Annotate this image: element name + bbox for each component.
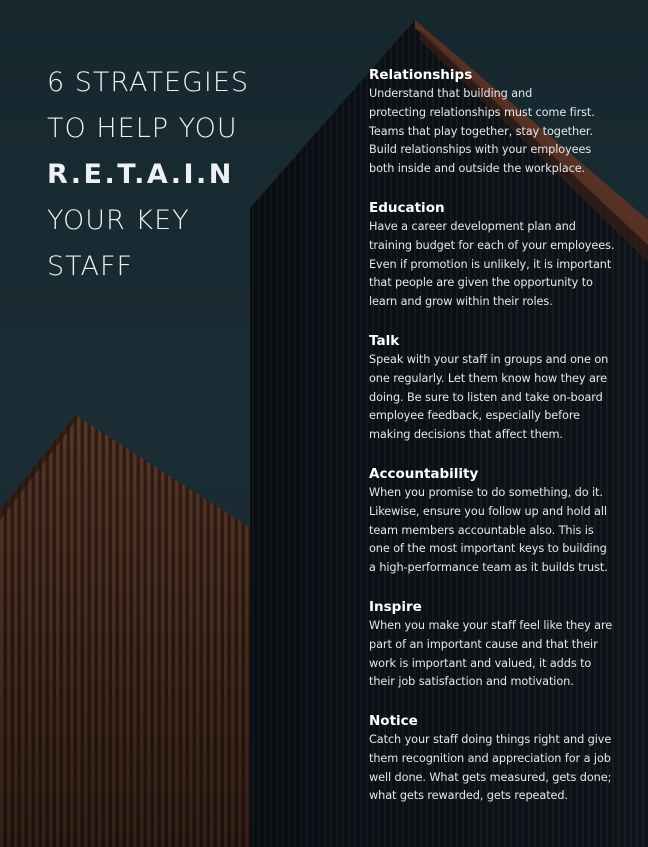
strategy-line: team members accountable also. This is bbox=[369, 523, 594, 537]
strategy-body bbox=[369, 484, 631, 578]
strategy-line: Understand that building and bbox=[369, 87, 533, 100]
strategy-inspire bbox=[369, 598, 631, 712]
strategy-body bbox=[369, 617, 631, 692]
strategy-line: When you make your staff feel like they are bbox=[369, 619, 613, 632]
strategy-line: part of an important cause and that their bbox=[369, 637, 598, 651]
strategy-line: a high-performance team as it builds trust. bbox=[369, 561, 608, 575]
strategy-heading: Accountability bbox=[369, 466, 479, 482]
strategy-line: doing. Be sure to listen and take on-board bbox=[369, 390, 603, 404]
strategy-talk bbox=[369, 332, 631, 465]
strategy-line: employee feedback, especially before bbox=[369, 409, 580, 423]
strategy-line: that people are given the opportunity to bbox=[369, 276, 593, 290]
title-line-2: TO HELP YOU bbox=[47, 113, 238, 144]
strategy-relationships bbox=[369, 66, 631, 199]
strategy-heading: Talk bbox=[369, 333, 400, 349]
title-line-1: 6 STRATEGIES bbox=[47, 67, 250, 98]
strategy-heading: Relationships bbox=[369, 67, 473, 83]
strategy-line: one of the most important keys to building bbox=[369, 542, 607, 556]
strategy-body bbox=[369, 731, 631, 806]
strategy-education bbox=[369, 199, 631, 332]
strategy-heading: Education bbox=[369, 200, 445, 216]
strategy-line: making decisions that affect them. bbox=[369, 428, 563, 442]
strategy-line: their job satisfaction and motivation. bbox=[369, 675, 574, 689]
title-line-retain: R.E.T.A.I.N bbox=[47, 159, 234, 190]
strategy-body bbox=[369, 218, 631, 312]
strategy-line: Speak with your staff in groups and one on bbox=[369, 353, 609, 366]
strategy-line: Even if promotion is unlikely, it is important bbox=[369, 257, 612, 271]
page-title bbox=[47, 60, 347, 290]
strategies-list bbox=[369, 66, 631, 845]
strategy-notice bbox=[369, 712, 631, 845]
strategy-line: learn and grow within their roles. bbox=[369, 295, 553, 309]
strategy-line: Likewise, ensure you follow up and hold all bbox=[369, 504, 607, 518]
strategy-line: both inside and outside the workplace. bbox=[369, 162, 586, 176]
strategy-line: When you promise to do something, do it. bbox=[369, 486, 603, 499]
strategy-line: work is important and valued, it adds to bbox=[369, 656, 592, 670]
title-line-5: STAFF bbox=[47, 251, 134, 282]
strategy-line: well done. What gets measured, gets done; bbox=[369, 770, 612, 784]
strategy-line: Build relationships with your employees bbox=[369, 143, 592, 157]
strategy-line: protecting relationships must come first. bbox=[369, 105, 595, 119]
title-line-4: YOUR KEY bbox=[47, 205, 190, 236]
strategy-heading: Notice bbox=[369, 713, 418, 729]
strategy-line: Teams that play together, stay together. bbox=[369, 124, 593, 138]
strategy-body bbox=[369, 85, 631, 179]
strategy-heading: Inspire bbox=[369, 599, 422, 615]
strategy-line: them recognition and appreciation for a job bbox=[369, 751, 611, 765]
strategy-line: Have a career development plan and bbox=[369, 220, 576, 233]
strategy-line: one regularly. Let them know how they are bbox=[369, 371, 607, 385]
strategy-line: Catch your staff doing things right and give bbox=[369, 733, 612, 746]
strategy-accountability bbox=[369, 465, 631, 598]
strategy-line: what gets rewarded, gets repeated. bbox=[369, 789, 568, 803]
strategy-body bbox=[369, 351, 631, 445]
strategy-line: training budget for each of your employees. bbox=[369, 238, 615, 252]
